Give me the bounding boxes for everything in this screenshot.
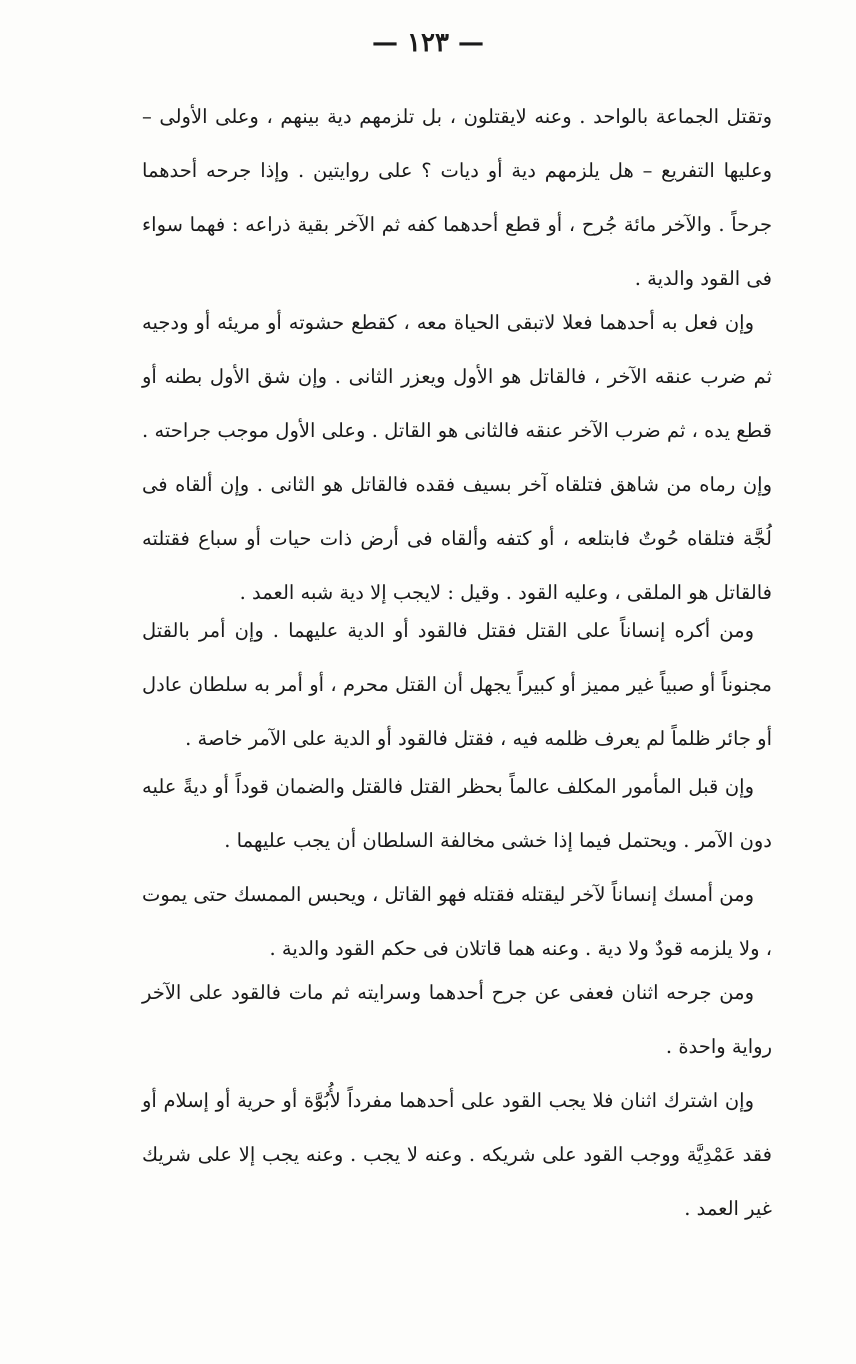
page-number: — ١٢٣ —	[371, 28, 485, 58]
paragraph-partnership: وإن اشترك اثنان فلا يجب القود على أحدهما مفرداً لأُبُوَّة أو حرية أو إسلام أو فقد عَمْدِيَّة ووجب القود على شريكه . وعنه لا يجب . وعنه يجب إلا على شريك غير العمد .	[142, 1089, 772, 1220]
paragraph-joint-killing: وتقتل الجماعة بالواحد . وعنه لايقتلون ، بل تلزمهم دية بينهم ، وعلى الأولى – وعليها التفريع – هل يلزمهم دية أو ديات ؟ على روايتين . وإذا جرحه أحدهما جرحاً . والآخر مائة جُرح ، أو قطع أحدهما كفه ثم الآخر بقية ذراعه : فهما سواء فى القود والدية .	[142, 105, 772, 290]
paragraph-fatal-act: وإن فعل به أحدهما فعلا لاتبقى الحياة معه ، كقطع حشوته أو مريئه أو ودجيه ثم ضرب عنقه الآخر ، فالقاتل هو الأول ويعزر الثانى . وإن شق الأول بطنه أو قطع يده ، ثم ضرب الآخر عنقه فالثانى هو القاتل . وعلى الأول موجب جراحته . وإن رماه من شاهق فتلقاه آخر بسيف فقده فالقاتل هو الثانى . وإن ألقاه فى لُجَّة فتلقاه حُوتٌ فابتلعه ، أو كتفه وألقاه فى أرض ذات حيات أو سباع فقتلته فالقاتل هو الملقى ، وعليه القود . وقيل : لايجب إلا دية شبه العمد .	[142, 311, 772, 604]
paragraph-ordered-agent: وإن قبل المأمور المكلف عالماً بحظر القتل فالقتل والضمان قوداً أو ديةً عليه دون الآمر . ويحتمل فيما إذا خشى مخالفة السلطان أن يجب عليهما .	[142, 775, 772, 852]
paragraph-holding-victim: ومن أمسك إنساناً لآخر ليقتله فقتله فهو القاتل ، ويحبس الممسك حتى يموت ، ولا يلزمه قودٌ ولا دية . وعنه هما قاتلان فى حكم القود والدية .	[141, 883, 772, 960]
paragraph-coercion: ومن أكره إنساناً على القتل فقتل فالقود أو الدية عليهما . وإن أمر بالقتل مجنوناً أو صبياً غير مميز أو كبيراً يجهل أن القتل محرم ، أو أمر به سلطان عادل أو جائر ظلماً لم يعرف ظلمه فيه ، فقتل فالقود أو الدية على الآمر خاصة .	[142, 619, 772, 750]
paragraph-pardon-one-wounder: ومن جرحه اثنان فعفى عن جرح أحدهما وسرايته ثم مات فالقود على الآخر رواية واحدة .	[142, 981, 772, 1058]
